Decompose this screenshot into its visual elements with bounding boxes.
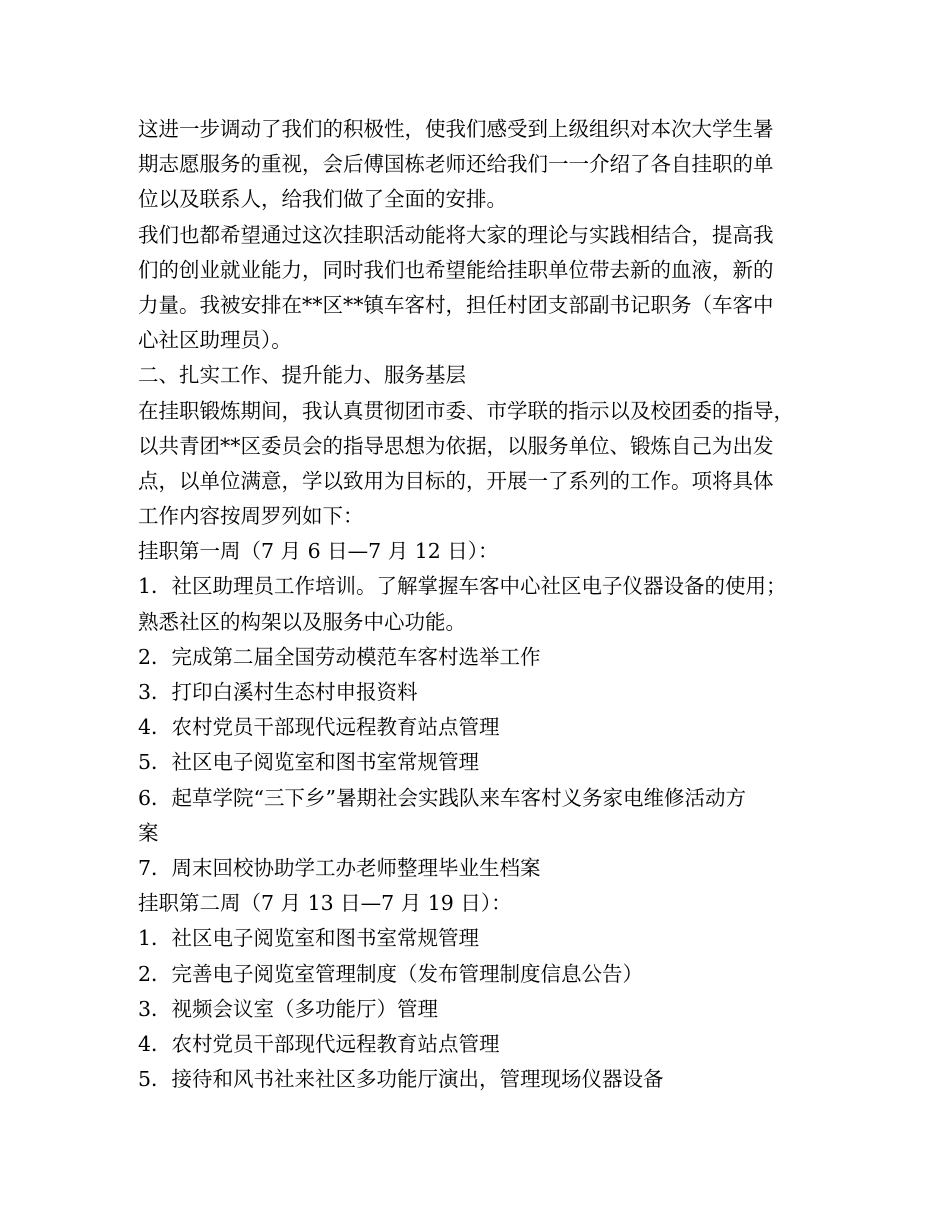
text-line: 位以及联系人，给我们做了全面的安排。 (138, 187, 507, 212)
week-heading: 挂职第二周（7 月 13 日—7 月 19 日）： (138, 891, 512, 916)
list-item: 4．农村党员干部现代远程教育站点管理 (138, 715, 500, 740)
list-item: 5．社区电子阅览室和图书室常规管理 (138, 750, 480, 775)
text-line: 以共青团**区委员会的指导思想为依据，以服务单位、锻炼自己为出发 (138, 433, 774, 458)
list-item: 1．社区电子阅览室和图书室常规管理 (138, 926, 480, 951)
text-line: 在挂职锻炼期间，我认真贯彻团市委、市学联的指示以及校团委的指导， (138, 398, 794, 423)
list-item: 1．社区助理员工作培训。了解掌握车客中心社区电子仪器设备的使用； (138, 574, 787, 599)
list-item: 3．视频会议室（多功能厅）管理 (138, 996, 439, 1021)
list-item-continuation: 熟悉社区的构架以及服务中心功能。 (138, 609, 466, 634)
section-heading: 二、扎实工作、提升能力、服务基层 (138, 363, 466, 388)
text-line: 心社区助理员）。 (138, 328, 292, 353)
list-item-continuation: 案 (138, 820, 159, 845)
text-line: 力量。我被安排在**区**镇车客村，担任村团支部副书记职务（车客中 (138, 292, 774, 317)
document-body (138, 112, 828, 1097)
text-line: 们的创业就业能力，同时我们也希望能给挂职单位带去新的血液，新的 (138, 257, 774, 282)
text-line: 这进一步调动了我们的积极性，使我们感受到上级组织对本次大学生暑 (138, 117, 774, 141)
list-item: 3．打印白溪村生态村申报资料 (138, 680, 418, 704)
list-item: 6．起草学院“三下乡”暑期社会实践队来车客村义务家电维修活动方 (138, 785, 747, 810)
list-item: 5．接待和风书社来社区多功能厅演出，管理现场仪器设备 (138, 1067, 664, 1092)
list-item: 7．周末回校协助学工办老师整理毕业生档案 (138, 855, 541, 880)
week-heading: 挂职第一周（7 月 6 日—7 月 12 日）： (138, 539, 499, 564)
list-item: 4．农村党员干部现代远程教育站点管理 (138, 1031, 500, 1056)
list-item: 2．完成第二届全国劳动模范车客村选举工作 (138, 644, 541, 669)
list-item: 2．完善电子阅览室管理制度（发布管理制度信息公告） (138, 961, 644, 986)
text-line: 工作内容按周罗列如下： (138, 504, 364, 529)
text-line: 期志愿服务的重视，会后傅国栋老师还给我们一一介绍了各自挂职的单 (138, 152, 774, 177)
text-line: 我们也都希望通过这次挂职活动能将大家的理论与实践相结合，提高我 (138, 222, 774, 247)
text-line: 点，以单位满意，学以致用为目标的，开展一了系列的工作。项将具体 (138, 468, 774, 493)
